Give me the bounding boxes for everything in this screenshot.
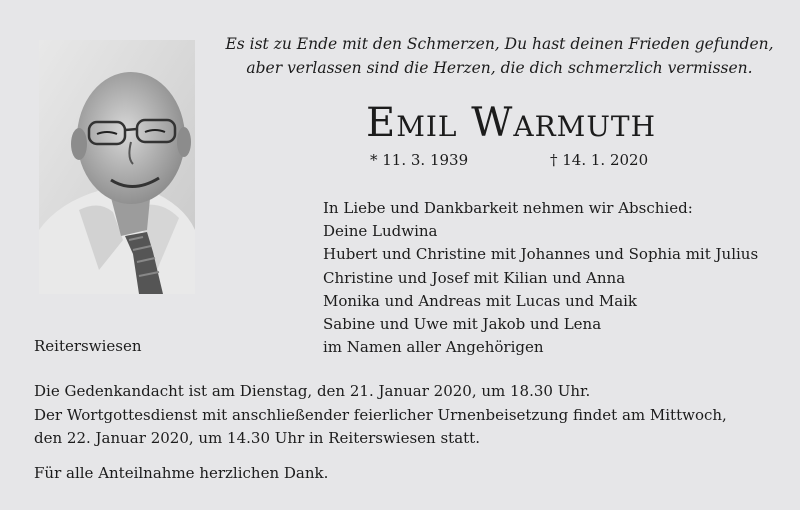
place-name: Reiterswiesen [34, 337, 142, 355]
birth-date: * 11. 3. 1939 [370, 151, 469, 169]
service-line: Die Gedenkandacht ist am Dienstag, den 21. Januar 2020, um 18.30 Uhr. [34, 382, 591, 400]
death-date: † 14. 1. 2020 [550, 151, 649, 169]
mourner-line: Monika und Andreas mit Lucas und Maik [323, 291, 638, 310]
portrait-photo [39, 40, 195, 294]
service-line: Der Wortgottesdienst mit anschließender feierlicher Urnenbeisetzung findet am Mittwoch, [34, 405, 727, 424]
memorial-quote [222, 32, 777, 80]
service-info [34, 380, 784, 451]
mourner-line: Sabine und Uwe mit Jakob und Lena [323, 315, 602, 334]
mourner-line: Deine Ludwina [323, 222, 438, 241]
service-line: den 22. Januar 2020, um 14.30 Uhr in Reiterswiesen statt. [34, 429, 480, 447]
mourners-list [323, 197, 783, 359]
thanks-note: Für alle Anteilnahme herzlichen Dank. [34, 464, 329, 482]
mourner-line: Hubert und Christine mit Johannes und Sophia mit Julius [323, 245, 759, 264]
quote-line: Es ist zu Ende mit den Schmerzen, Du hast deinen Frieden gefunden, [225, 35, 774, 53]
mourner-line: Christine und Josef mit Kilian und Anna [323, 268, 626, 287]
deceased-name: Emil Warmuth [366, 100, 657, 146]
mourner-line: im Namen aller Angehörigen [323, 338, 544, 357]
quote-line: aber verlassen sind die Herzen, die dich schmerzlich vermissen. [246, 59, 753, 77]
mourner-line: In Liebe und Dankbarkeit nehmen wir Abschied: [323, 199, 693, 217]
